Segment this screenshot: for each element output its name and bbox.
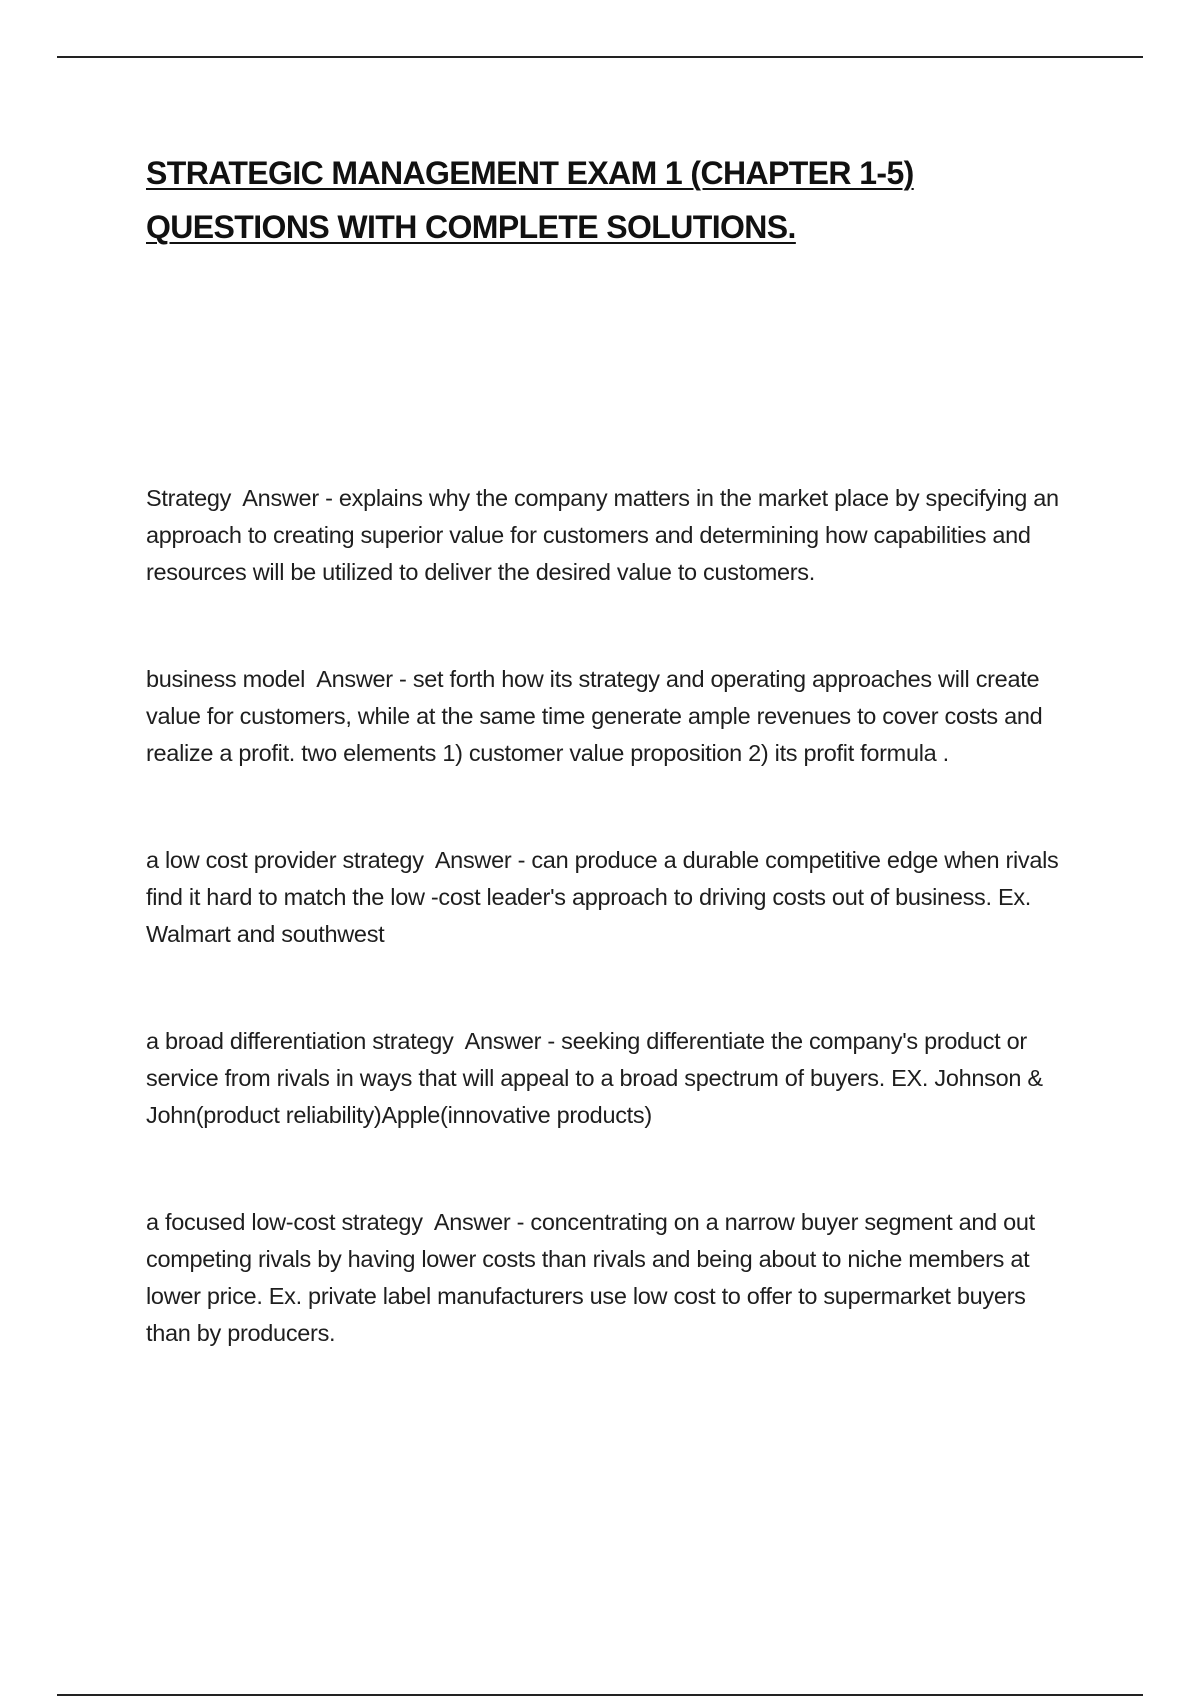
- qa-entry-broad-differentiation: a broad differentiation strategy Answer - seeking differentiate the company's product or service from rivals in ways that will appeal to a broad spectrum of buyers. EX. Johnson & John(product reliability)Apple(innovative products): [146, 1028, 1043, 1128]
- qa-entry-business-model: business model Answer - set forth how its strategy and operating approaches will create value for customers, while at the same time generate ample revenues to cover costs and realize a profit. two elements 1) customer value proposition 2) its profit formula .: [146, 666, 1043, 766]
- answer-label: Answer: [464, 1028, 542, 1054]
- answer-label: Answer: [316, 666, 393, 692]
- bottom-rule: [57, 1694, 1143, 1696]
- entry-answer: seeking differentiate the company's product or service from rivals in ways that will appeal to a broad spectrum of buyers. EX. Johnson & John(product reliability)Apple(innovative products): [146, 1028, 1043, 1128]
- entry-answer: can produce a durable competitive edge when rivals find it hard to match the low -cost leader's approach to driving costs out of business. Ex. Walmart and southwest: [146, 847, 1059, 947]
- entry-term: a low cost provider strategy: [146, 847, 424, 873]
- title-line-1: STRATEGIC MANAGEMENT EXAM 1 (CHAPTER 1-5): [146, 155, 914, 191]
- qa-list: [146, 480, 1066, 1422]
- title-line-2: QUESTIONS WITH COMPLETE SOLUTIONS.: [146, 209, 796, 245]
- entry-answer: concentrating on a narrow buyer segment and out competing rivals by having lower costs than rivals and being about to niche members at lower price. Ex. private label manufacturers use low cost to offer to supermarket buyers than by producers.: [146, 1209, 1035, 1346]
- entry-term: business model: [146, 666, 306, 692]
- top-rule: [57, 56, 1143, 58]
- entry-term: a broad differentiation strategy: [146, 1028, 454, 1054]
- answer-label: Answer: [434, 847, 512, 873]
- qa-entry-focused-low-cost: a focused low-cost strategy Answer - concentrating on a narrow buyer segment and out competing rivals by having lower costs than rivals and being about to niche members at lower price. Ex. private label manufacturers use low cost to offer to supermarket buyers than by producers.: [146, 1209, 1035, 1346]
- entry-term: a focused low-cost strategy: [146, 1209, 423, 1235]
- entry-answer: explains why the company matters in the market place by specifying an approach to creating superior value for customers and determining how capabilities and resources will be utilized to deliver the desired value to customers.: [146, 485, 1059, 585]
- document-title: [146, 146, 1066, 254]
- entry-answer: set forth how its strategy and operating approaches will create value for customers, while at the same time generate ample revenues to cover costs and realize a profit. two elements 1) customer value proposition 2) its profit formula .: [146, 666, 1043, 766]
- entry-term: Strategy: [146, 485, 232, 511]
- answer-label: Answer: [433, 1209, 511, 1235]
- qa-entry-strategy: Strategy Answer - explains why the company matters in the market place by specifying an approach to creating superior value for customers and determining how capabilities and resources will be utilized to deliver the desired value to customers.: [146, 485, 1059, 585]
- qa-entry-low-cost-provider: a low cost provider strategy Answer - can produce a durable competitive edge when rivals find it hard to match the low -cost leader's approach to driving costs out of business. Ex. Walmart and southwest: [146, 847, 1059, 947]
- answer-label: Answer: [242, 485, 319, 511]
